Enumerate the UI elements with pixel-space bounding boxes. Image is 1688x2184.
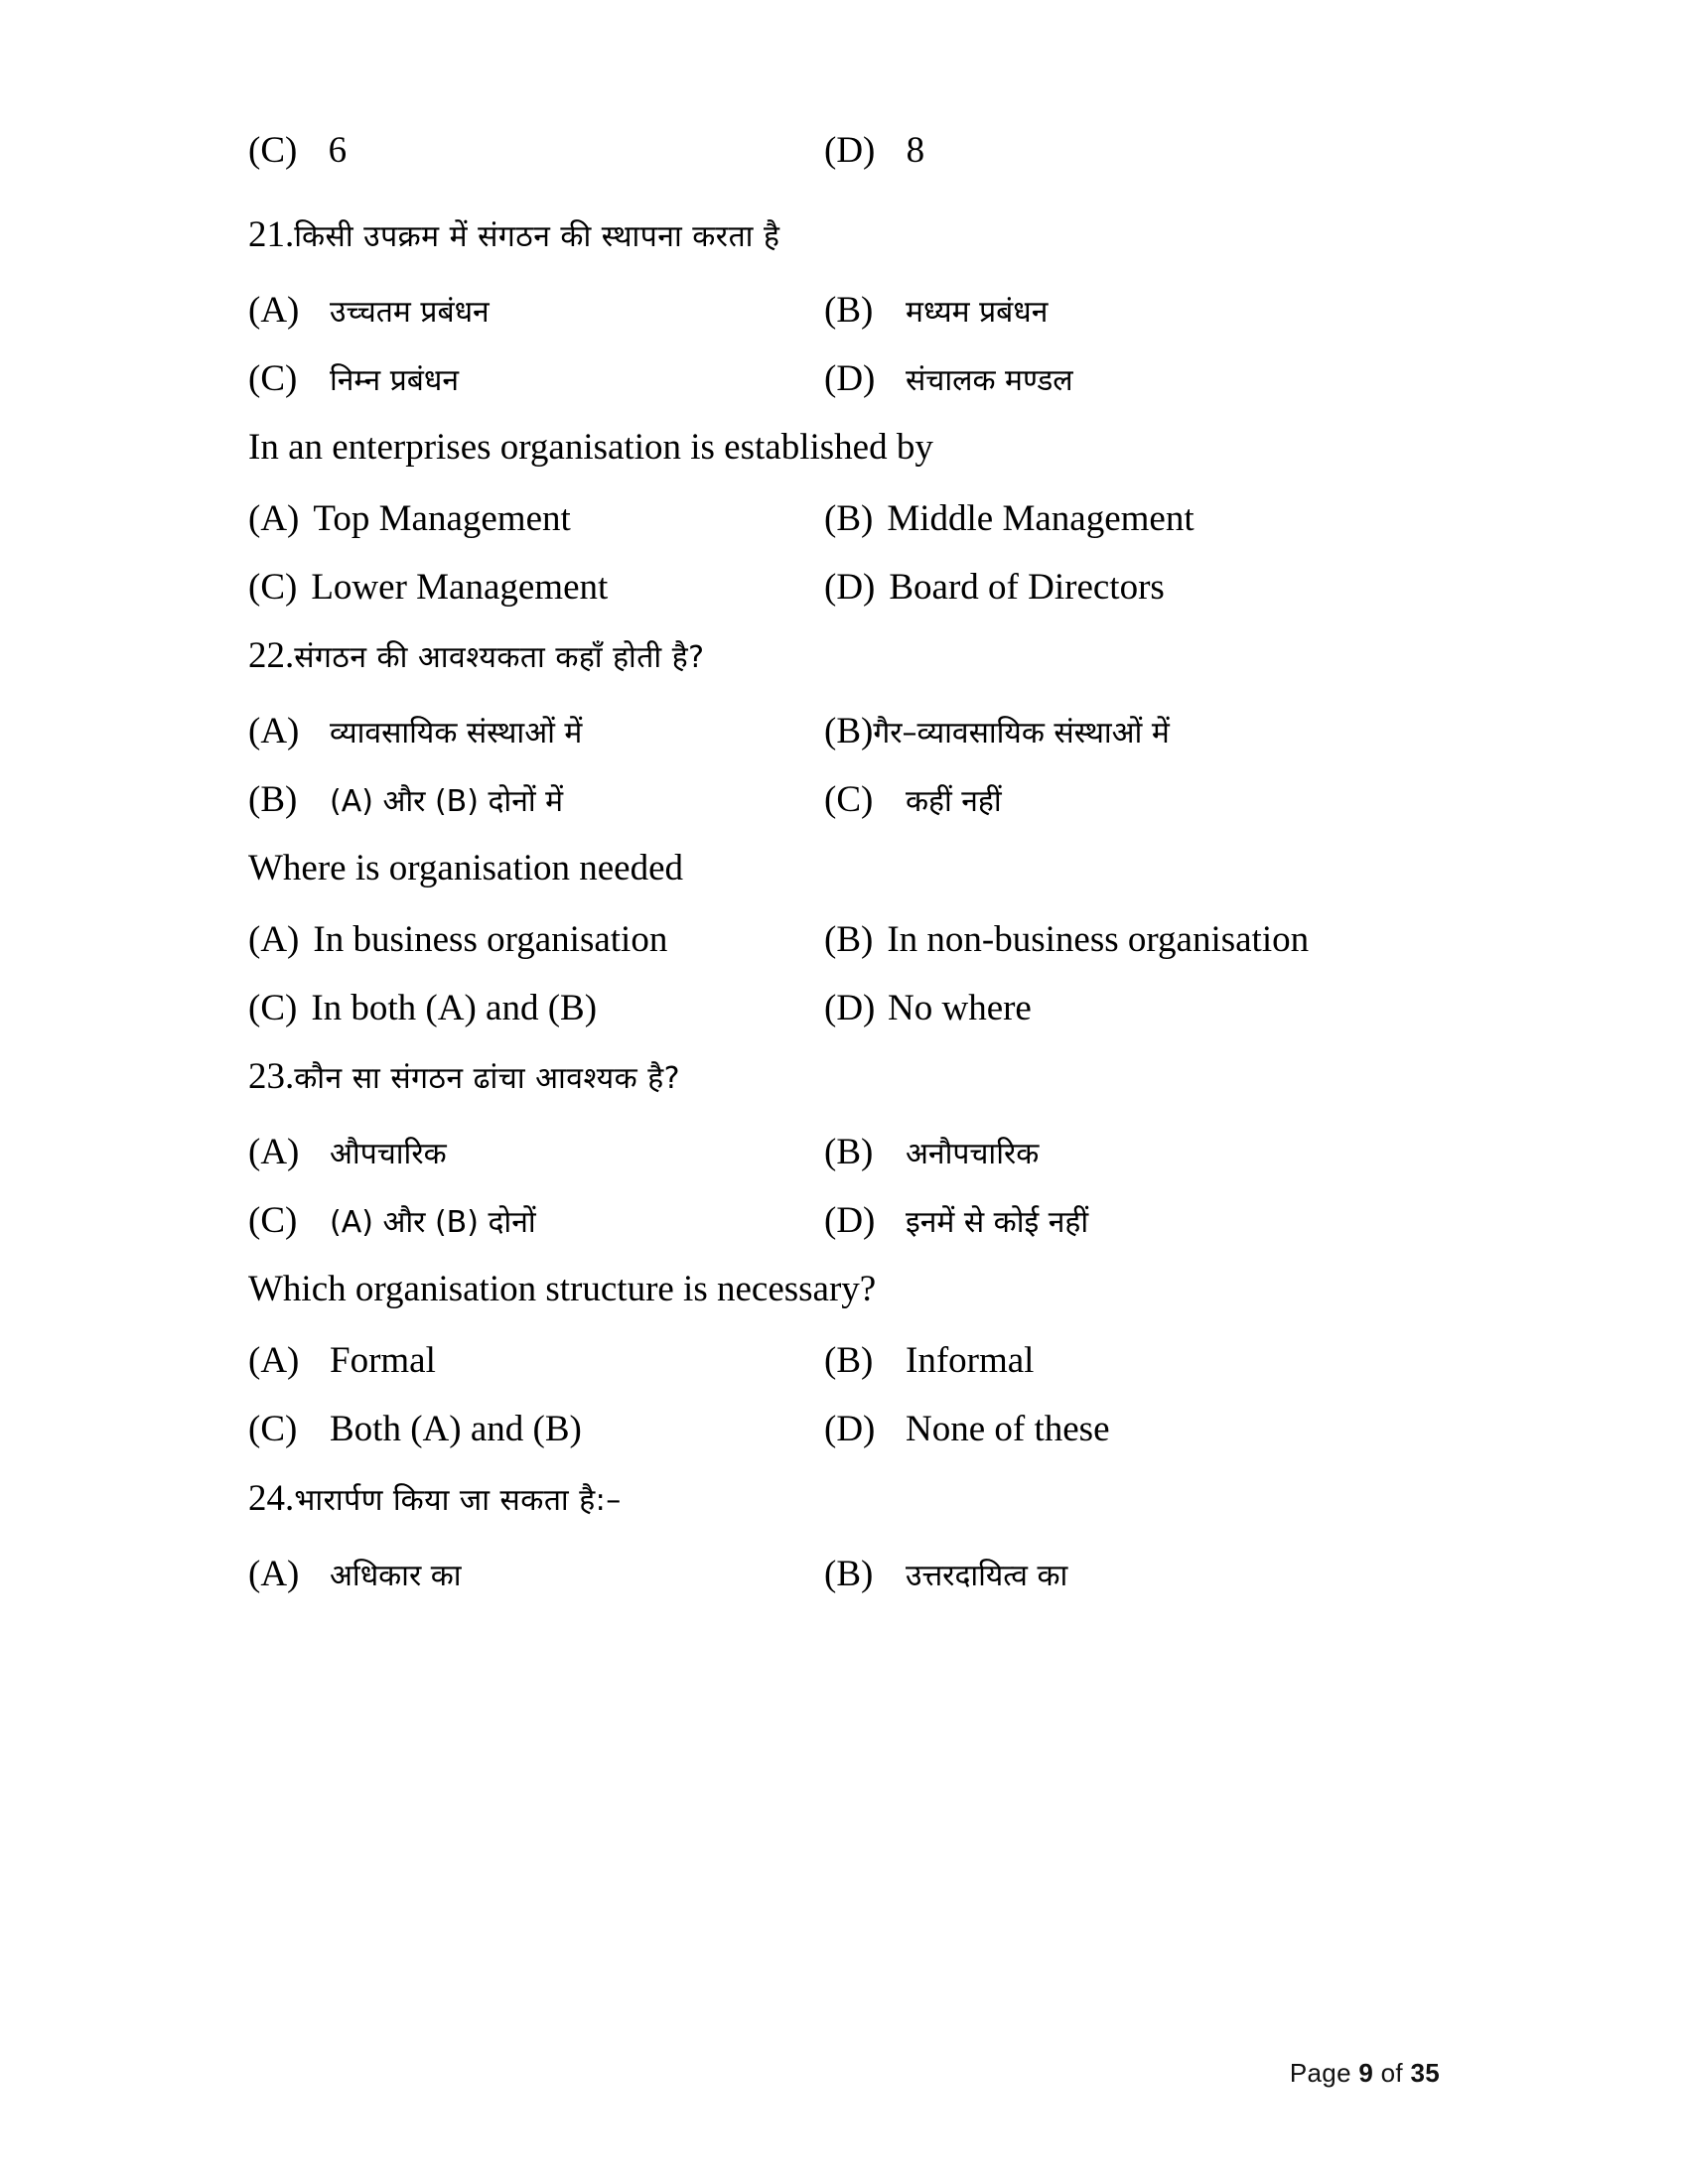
option-c[interactable] xyxy=(248,567,824,610)
option-text: Top Management xyxy=(313,498,571,540)
option-c[interactable] xyxy=(248,988,824,1030)
option-text: In both (A) and (B) xyxy=(311,987,598,1028)
option-label: (A) xyxy=(248,711,300,752)
option-row xyxy=(248,779,1340,822)
option-text: No where xyxy=(888,987,1032,1028)
option-text: निम्न प्रबंधन xyxy=(330,362,460,398)
option-label: (C) xyxy=(248,357,298,399)
option-a[interactable] xyxy=(248,711,824,753)
option-label: (D) xyxy=(824,357,876,399)
footer-prefix: Page xyxy=(1289,2058,1359,2088)
options-hindi xyxy=(248,1554,1440,1596)
footer-total-pages: 35 xyxy=(1410,2058,1440,2088)
carryover-option-c xyxy=(248,129,824,172)
page-footer xyxy=(1290,2058,1440,2089)
option-label: (B) xyxy=(248,778,298,820)
option-b[interactable] xyxy=(824,919,1340,962)
question-stem-hindi xyxy=(248,634,1440,677)
question-number: 22. xyxy=(248,635,295,677)
question-22 xyxy=(248,634,1440,1029)
option-label: (C) xyxy=(824,778,874,820)
option-label: (B) xyxy=(824,290,874,331)
option-text: उत्तरदायित्व का xyxy=(906,1558,1068,1593)
option-label: (A) xyxy=(248,1340,300,1382)
option-label: (C) xyxy=(248,1199,298,1241)
option-text: इनमें से कोई नहीं xyxy=(906,1204,1089,1240)
option-text: कहीं नहीं xyxy=(906,783,1002,819)
question-stem-english: Where is organisation needed xyxy=(248,848,684,889)
option-label: (C) xyxy=(248,130,298,171)
carryover-option-d xyxy=(824,129,1340,172)
question-number: 21. xyxy=(248,214,295,255)
option-c[interactable] xyxy=(248,1200,824,1243)
question-text: भारार्पण किया जा सकता है:– xyxy=(294,1482,622,1518)
option-b[interactable] xyxy=(824,290,1340,333)
question-number: 24. xyxy=(248,1477,295,1519)
footer-middle: of xyxy=(1373,2058,1411,2088)
option-row xyxy=(248,1409,1340,1451)
option-text: गैर–व्यावसायिक संस्थाओं में xyxy=(873,716,1170,751)
question-text: किसी उपक्रम में संगठन की स्थापना करता है xyxy=(294,219,780,254)
option-row xyxy=(248,1340,1340,1383)
option-text: In business organisation xyxy=(313,919,668,961)
option-a[interactable] xyxy=(248,1132,824,1174)
option-row xyxy=(248,290,1340,333)
option-text: Board of Directors xyxy=(889,566,1165,608)
page-content xyxy=(248,129,1440,1595)
question-21 xyxy=(248,213,1440,609)
option-label: (A) xyxy=(248,1132,300,1173)
options-hindi xyxy=(248,711,1440,821)
option-label: (B) xyxy=(824,711,874,752)
question-stem-hindi xyxy=(248,1477,1440,1520)
option-label: (D) xyxy=(824,987,876,1028)
option-d[interactable] xyxy=(824,358,1340,401)
option-label: (C) xyxy=(248,987,298,1028)
option-b[interactable] xyxy=(824,1554,1340,1596)
option-text: अनौपचारिक xyxy=(906,1137,1040,1172)
option-label: (D) xyxy=(824,1409,876,1450)
option-text: Informal xyxy=(906,1340,1035,1382)
option-a[interactable] xyxy=(248,1340,824,1383)
option-label: (B) xyxy=(824,498,874,540)
question-24 xyxy=(248,1477,1440,1596)
option-label: (B) xyxy=(824,919,874,961)
option-text: (A) और (B) दोनों xyxy=(330,1204,536,1240)
option-row xyxy=(248,567,1340,610)
option-text: उच्चतम प्रबंधन xyxy=(330,295,490,330)
option-label: (A) xyxy=(248,1553,300,1594)
option-d[interactable] xyxy=(824,1409,1340,1451)
option-d[interactable] xyxy=(824,1200,1340,1243)
options-english xyxy=(248,498,1440,609)
option-row xyxy=(248,1554,1340,1596)
option-label: (A) xyxy=(248,290,300,331)
option-row xyxy=(248,498,1340,541)
question-stem-hindi xyxy=(248,1055,1440,1098)
option-text: व्यावसायिक संस्थाओं में xyxy=(330,716,583,751)
question-text: संगठन की आवश्यकता कहाँ होती है? xyxy=(294,640,705,676)
option-label: (D) xyxy=(824,130,876,171)
option-row xyxy=(248,1132,1340,1174)
option-label: (A) xyxy=(248,919,300,961)
question-text: कौन सा संगठन ढांचा आवश्यक है? xyxy=(294,1061,681,1097)
option-a[interactable] xyxy=(248,498,824,541)
option-row xyxy=(248,358,1340,401)
option-b[interactable] xyxy=(824,1132,1340,1174)
option-text: मध्यम प्रबंधन xyxy=(906,295,1049,330)
options-english xyxy=(248,1340,1440,1450)
option-text: Middle Management xyxy=(887,498,1195,540)
option-label: (C) xyxy=(248,566,298,608)
footer-page-number: 9 xyxy=(1358,2058,1374,2088)
options-hindi xyxy=(248,1132,1440,1242)
carryover-option-row xyxy=(248,129,1340,172)
option-row xyxy=(248,1200,1340,1243)
option-label: (D) xyxy=(824,1199,876,1241)
option-text: अधिकार का xyxy=(330,1558,462,1593)
options-hindi xyxy=(248,290,1440,400)
option-row xyxy=(248,711,1340,753)
option-d[interactable] xyxy=(824,567,1340,610)
option-row xyxy=(248,988,1340,1030)
option-label: (B) xyxy=(824,1340,874,1382)
option-a[interactable] xyxy=(248,1554,824,1596)
option-text: औपचारिक xyxy=(330,1137,447,1172)
option-b[interactable] xyxy=(824,498,1340,541)
option-text: (A) और (B) दोनों में xyxy=(330,783,564,819)
option-label: (C) xyxy=(248,1409,298,1450)
option-c[interactable] xyxy=(824,779,1340,822)
option-text: Both (A) and (B) xyxy=(330,1409,582,1450)
option-label: (A) xyxy=(248,498,300,540)
option-text: 8 xyxy=(906,130,925,171)
question-stem-english: In an enterprises organisation is established by xyxy=(248,427,933,469)
option-c[interactable] xyxy=(248,1409,824,1451)
option-text: Formal xyxy=(330,1340,436,1382)
question-number: 23. xyxy=(248,1056,295,1098)
question-stem-hindi xyxy=(248,213,1440,256)
options-english xyxy=(248,919,1440,1029)
option-text: 6 xyxy=(328,130,348,171)
option-a[interactable] xyxy=(248,919,824,962)
option-label: (B) xyxy=(824,1132,874,1173)
option-text: None of these xyxy=(906,1409,1110,1450)
option-c[interactable] xyxy=(248,358,824,401)
option-label: (D) xyxy=(824,566,876,608)
option-b[interactable] xyxy=(824,711,1340,753)
option-label: (B) xyxy=(824,1553,874,1594)
option-text: संचालक मण्डल xyxy=(906,362,1073,398)
option-d[interactable] xyxy=(824,988,1340,1030)
option-b-duplicate[interactable] xyxy=(248,779,824,822)
option-a[interactable] xyxy=(248,290,824,333)
question-stem-english: Which organisation structure is necessary? xyxy=(248,1269,877,1310)
question-23 xyxy=(248,1055,1440,1450)
option-b[interactable] xyxy=(824,1340,1340,1383)
option-text: Lower Management xyxy=(311,566,609,608)
option-row xyxy=(248,919,1340,962)
option-text: In non-business organisation xyxy=(887,919,1310,961)
